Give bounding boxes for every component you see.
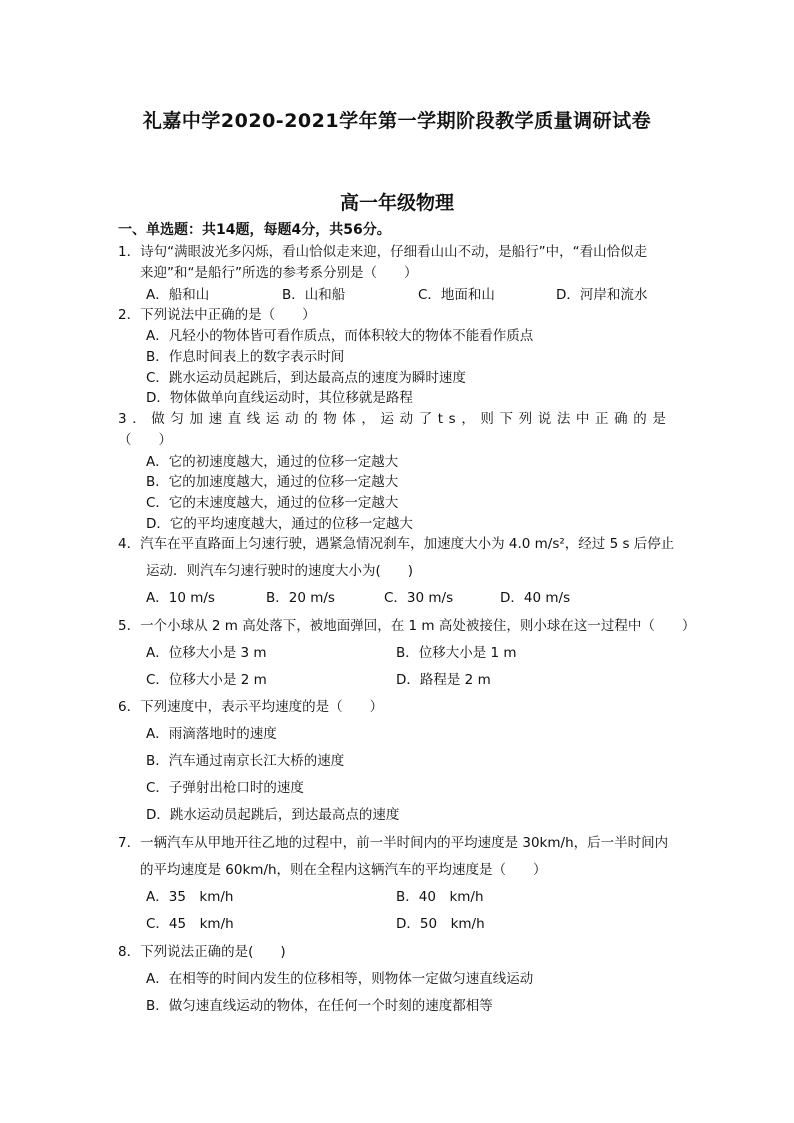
question-1-option-c: C．地面和山 xyxy=(418,287,495,303)
question-5-option-d: D．路程是 2 m xyxy=(396,672,491,688)
question-2-option-c: C．跳水运动员起跳后，到达最高点的速度为瞬时速度 xyxy=(146,370,466,386)
section-heading: 一、单选题：共14题，每题4分，共56分。 xyxy=(118,222,391,238)
question-6-option-c: C．子弹射出枪口时的速度 xyxy=(146,780,304,796)
question-2-option-b: B．作息时间表上的数字表示时间 xyxy=(146,349,345,365)
question-7-option-c: C．45 km/h xyxy=(146,916,234,932)
question-2-option-d: D．物体做单向直线运动时，其位移就是路程 xyxy=(146,390,413,406)
question-8-option-b: B．做匀速直线运动的物体，在任何一个时刻的速度都相等 xyxy=(146,998,493,1014)
question-1-line-2: 来迎”和“是船行”所选的参考系分别是（ ） xyxy=(140,265,418,281)
question-5-option-a: A．位移大小是 3 m xyxy=(146,645,267,661)
question-1-option-a: A．船和山 xyxy=(146,287,210,303)
question-6-line-1: 6．下列速度中，表示平均速度的是（ ） xyxy=(118,699,384,715)
question-7-option-b: B．40 km/h xyxy=(396,889,484,905)
question-6-option-b: B．汽车通过南京长江大桥的速度 xyxy=(146,753,345,769)
question-1-line-1: 1．诗句“满眼波光多闪烁，看山恰似走来迎，仔细看山山不动，是船行”中，“看山恰似走 xyxy=(118,244,648,260)
question-3-line-1: 3．做匀加速直线运动的物体，运动了ts，则下列说法中正确的是 xyxy=(118,411,672,427)
exam-title: 礼嘉中学2020-2021学年第一学期阶段教学质量调研试卷 xyxy=(142,110,652,132)
question-5-option-b: B．位移大小是 1 m xyxy=(396,645,517,661)
question-8-option-a: A．在相等的时间内发生的位移相等，则物体一定做匀速直线运动 xyxy=(146,971,534,987)
question-4-option-a: A．10 m/s xyxy=(146,590,215,606)
question-4-line-1: 4．汽车在平直路面上匀速行驶，遇紧急情况刹车，加速度大小为 4.0 m/s²，经过 5 s 后停止 xyxy=(118,536,675,552)
question-6-option-a: A．雨滴落地时的速度 xyxy=(146,726,277,742)
question-3-option-b: B．它的加速度越大，通过的位移一定越大 xyxy=(146,474,399,490)
question-6-option-d: D．跳水运动员起跳后，到达最高点的速度 xyxy=(146,807,400,823)
question-7-line-2: 的平均速度是 60km/h，则在全程内这辆汽车的平均速度是（ ） xyxy=(140,862,547,878)
question-5-option-c: C．位移大小是 2 m xyxy=(146,672,267,688)
question-7-option-a: A．35 km/h xyxy=(146,889,234,905)
question-2-option-a: A．凡轻小的物体皆可看作质点，而体积较大的物体不能看作质点 xyxy=(146,328,534,344)
question-5-line-1: 5．一个小球从 2 m 高处落下，被地面弹回，在 1 m 高处被接住，则小球在这一过程中（ ） xyxy=(118,618,696,634)
question-4-option-d: D．40 m/s xyxy=(500,590,571,606)
question-3-option-d: D．它的平均速度越大，通过的位移一定越大 xyxy=(146,516,413,532)
question-7-option-d: D．50 km/h xyxy=(396,916,485,932)
question-4-line-2: 运动．则汽车匀速行驶时的速度大小为( ) xyxy=(146,563,414,579)
question-3-option-c: C．它的末速度越大，通过的位移一定越大 xyxy=(146,495,399,511)
question-1-option-b: B．山和船 xyxy=(282,287,346,303)
question-2-line-1: 2．下列说法中正确的是（ ） xyxy=(118,307,316,323)
question-3-line-2: （ ） xyxy=(118,432,172,448)
question-1-option-d: D．河岸和流水 xyxy=(556,287,648,303)
question-3-option-a: A．它的初速度越大，通过的位移一定越大 xyxy=(146,454,399,470)
question-7-line-1: 7．一辆汽车从甲地开往乙地的过程中，前一半时间内的平均速度是 30km/h，后一半时间内 xyxy=(118,835,669,851)
question-8-line-1: 8．下列说法正确的是( ) xyxy=(118,944,286,960)
exam-subtitle: 高一年级物理 xyxy=(339,192,454,214)
question-4-option-b: B．20 m/s xyxy=(266,590,335,606)
question-4-option-c: C．30 m/s xyxy=(384,590,454,606)
